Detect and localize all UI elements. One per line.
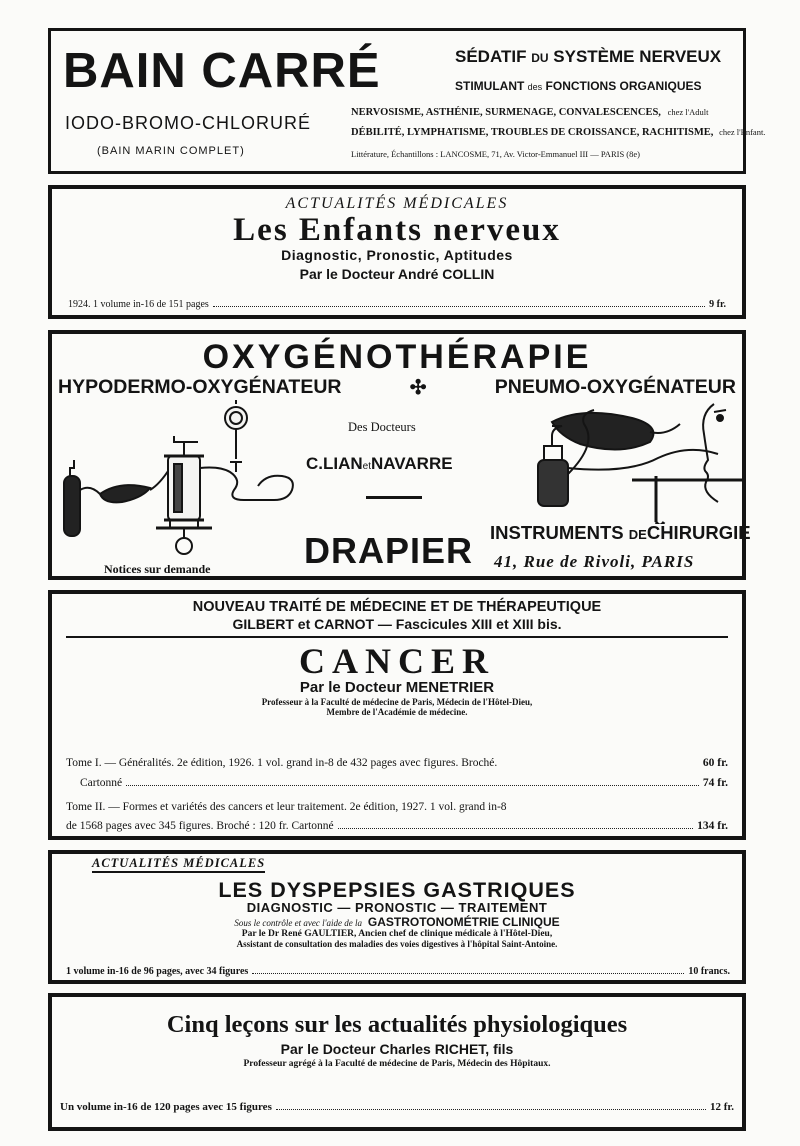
indication-adult-note: chez l'Adult xyxy=(667,107,709,117)
treatise-series: NOUVEAU TRAITÉ DE MÉDECINE ET DE THÉRAPEUTIQUE xyxy=(192,599,602,615)
product-hypodermo: HYPODERMO-OXYGÉNATEUR xyxy=(58,376,342,398)
doctor-et: et xyxy=(362,461,372,472)
headline-stimulant xyxy=(455,79,702,93)
volume-price: 12 fr. xyxy=(709,1101,734,1113)
indication-adult xyxy=(351,107,709,118)
volume-price: 10 francs. xyxy=(688,966,730,977)
headline-stimulant-c: FONCTIONS ORGANIQUES xyxy=(545,79,702,93)
header-rule xyxy=(66,636,728,638)
lecons-title: Cinq leçons sur les actualités physiologiques xyxy=(166,1011,628,1038)
product-pneumo: PNEUMO-OXYGÉNATEUR xyxy=(494,376,736,398)
indication-child-text: DÉBILITÉ, LYMPHATISME, TROUBLES DE CROISSANCE, RACHITISME, xyxy=(351,127,714,138)
doctor-navarre: NAVARRE xyxy=(371,454,453,473)
tome1-cart-price: 74 fr. xyxy=(702,777,728,789)
headline-sedatif xyxy=(455,47,721,67)
oxy-title: OXYGÉNOTHÉRAPIE xyxy=(202,338,592,376)
tome1-line xyxy=(66,757,728,769)
tome2-line2-text: de 1568 pages avec 345 figures. Broché : 120 fr. Cartonné xyxy=(66,820,334,832)
cancer-author: Par le Docteur MENETRIER xyxy=(299,679,495,696)
lecons-credentials: Professeur agrégé à la Faculté de médecine de Paris, Médecin des Hôpitaux. xyxy=(243,1059,551,1069)
cancer-title: CANCER xyxy=(298,641,495,681)
control-line xyxy=(52,915,742,929)
doctor-lian: C.LIAN xyxy=(306,454,363,473)
instruments-line xyxy=(490,522,751,544)
brand-subtitle: IODO-BROMO-CHLORURÉ xyxy=(65,113,312,133)
headline-stimulant-a: STIMULANT xyxy=(455,79,525,93)
tome1-cart-text: Cartonné xyxy=(80,777,123,789)
headline-stimulant-b: des xyxy=(527,82,543,92)
ad-cinq-lecons xyxy=(48,993,746,1131)
tome1-price: 60 fr. xyxy=(702,757,728,769)
indication-child xyxy=(351,127,765,138)
dot-leader xyxy=(276,1109,706,1110)
headline-sedatif-b: DU xyxy=(531,51,549,65)
volume-text: 1924. 1 volume in-16 de 151 pages xyxy=(68,299,209,310)
notices-note: Notices sur demande xyxy=(104,562,211,576)
doctors-names xyxy=(306,454,453,474)
dot-leader xyxy=(126,785,699,786)
author-credentials-2: Membre de l'Académie de médecine. xyxy=(326,707,468,717)
dyspepsies-author: Par le Dr René GAULTIER, Ancien chef de clinique médicale à l'Hôtel-Dieu, xyxy=(241,929,553,939)
separator-ornament: ✣ xyxy=(409,377,427,399)
ad-enfants-nerveux xyxy=(48,185,746,319)
tome2-line2 xyxy=(66,820,728,832)
center-rule xyxy=(366,496,422,499)
instruments-b: DE xyxy=(628,527,647,542)
lecons-author: Par le Docteur Charles RICHET, fils xyxy=(280,1041,514,1057)
brand-note: (BAIN MARIN COMPLET) xyxy=(97,145,245,157)
ad-dyspepsies xyxy=(48,850,746,984)
tome1-cart-line xyxy=(80,777,728,789)
contact-line: Littérature, Échantillons : LANCOSME, 71, Av. Victor-Emmanuel III — PARIS (8e) xyxy=(351,149,640,159)
volume-line xyxy=(60,1101,734,1113)
control-pre: Sous le contrôle et avec l'aide de la xyxy=(234,918,362,928)
book-title: Les Enfants nerveux xyxy=(233,212,561,248)
doctors-intro: Des Docteurs xyxy=(348,420,416,434)
volume-price: 9 fr. xyxy=(709,299,726,310)
tome2-price: 134 fr. xyxy=(697,820,728,832)
series-label: ACTUALITÉS MÉDICALES xyxy=(92,856,265,873)
volume-line xyxy=(68,299,726,310)
dot-leader xyxy=(213,306,705,307)
maker-name: DRAPIER xyxy=(304,530,474,571)
control-main: GASTROTONOMÉTRIE CLINIQUE xyxy=(367,915,560,929)
ad-oxygenotherapie xyxy=(48,330,751,580)
volume-line xyxy=(66,966,730,977)
author-credentials-1: Professeur à la Faculté de médecine de Paris, Médecin de l'Hôtel-Dieu, xyxy=(261,697,533,707)
tome1-text: Tome I. — Généralités. 2e édition, 1926. 1 vol. grand in-8 de 432 pages avec figures. Broché. xyxy=(66,757,498,769)
book-subtitle: Diagnostic, Pronostic, Aptitudes xyxy=(281,247,513,263)
treatise-editors: GILBERT et CARNOT — Fascicules XIII et XIII bis. xyxy=(232,616,562,632)
dyspepsies-author-2: Assistant de consultation des maladies des voies digestives à l'hôpital Saint-Antoine. xyxy=(236,939,558,949)
maker-address: 41, Rue de Rivoli, PARIS xyxy=(494,552,695,571)
ad-bain-carre xyxy=(48,28,766,174)
hypodermo-apparatus-illustration xyxy=(60,398,310,558)
dyspepsies-subtitle: DIAGNOSTIC — PRONOSTIC — TRAITEMENT xyxy=(246,900,548,915)
volume-text: 1 volume in-16 de 96 pages, avec 34 figures xyxy=(66,966,249,977)
dyspepsies-title: LES DYSPEPSIES GASTRIQUES xyxy=(218,878,576,902)
headline-sedatif-a: SÉDATIF xyxy=(455,47,527,66)
dot-leader xyxy=(338,828,693,829)
headline-sedatif-c: SYSTÈME NERVEUX xyxy=(553,47,722,66)
oxy-products xyxy=(52,375,742,400)
instruments-a: INSTRUMENTS xyxy=(490,522,624,543)
ad-cancer xyxy=(48,590,746,840)
series-label: ACTUALITÉS MÉDICALES xyxy=(285,195,509,212)
tome2-line1: Tome II. — Formes et variétés des cancers et leur traitement. 2e édition, 1927. 1 vol. grand in-8 xyxy=(66,801,507,813)
volume-text: Un volume in-16 de 120 pages avec 15 figures xyxy=(60,1101,272,1113)
dot-leader xyxy=(252,973,684,974)
brand-title: BAIN CARRÉ xyxy=(63,44,381,98)
book-author: Par le Docteur André COLLIN xyxy=(299,266,495,282)
indication-adult-text: NERVOSISME, ASTHÉNIE, SURMENAGE, CONVALESCENCES, xyxy=(351,107,661,118)
indication-child-note: chez l'Enfant. xyxy=(719,127,766,137)
pneumo-apparatus-illustration xyxy=(482,398,742,524)
instruments-c: CHIRURGIE xyxy=(646,522,751,543)
